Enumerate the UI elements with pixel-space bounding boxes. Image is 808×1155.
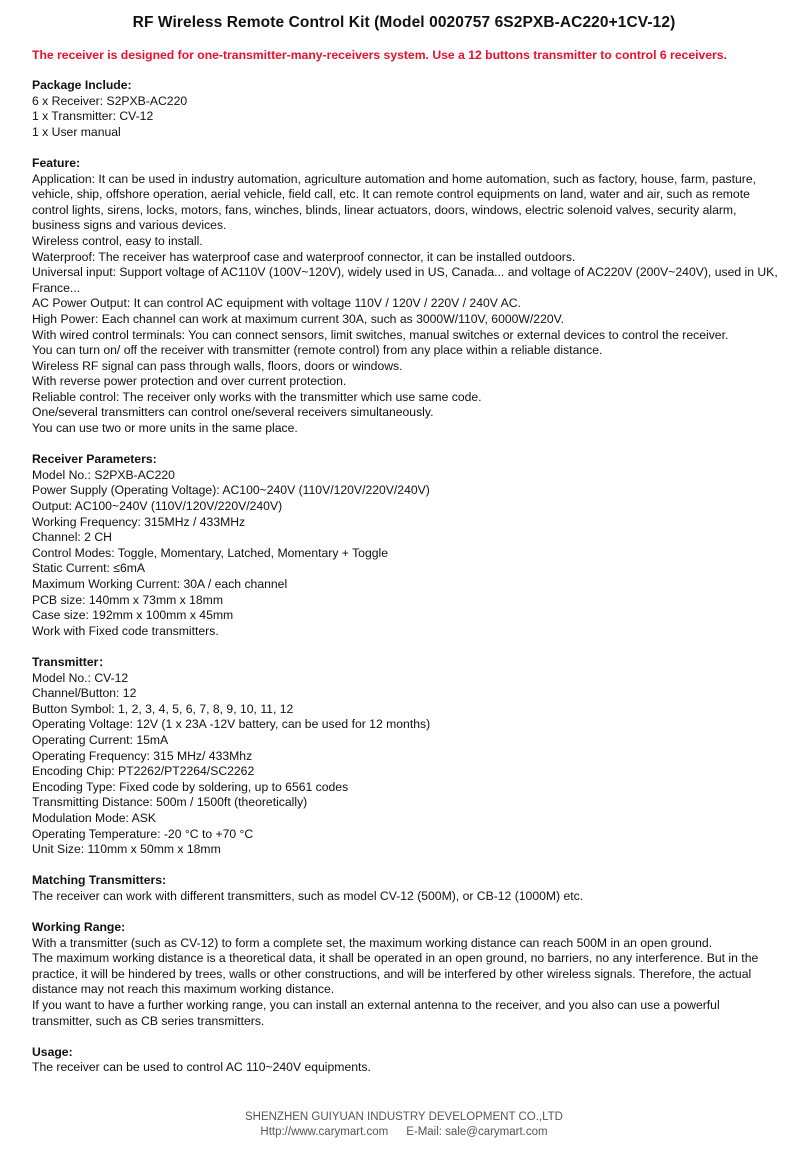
text-line: The receiver can work with different transmitters, such as model CV-12 (500M), or CB-12 (1000M) etc. (32, 888, 584, 903)
footer-contact (0, 1125, 808, 1140)
section-heading: Working Range: (32, 920, 126, 935)
text-line: Operating Frequency: 315 MHz/ 433Mhz (32, 748, 253, 763)
text-line: Button Symbol: 1, 2, 3, 4, 5, 6, 7, 8, 9, 10, 11, 12 (32, 701, 294, 716)
section-package (32, 78, 780, 140)
section-matching-transmitters (32, 873, 780, 904)
text-line: One/several transmitters can control one/several receivers simultaneously. (32, 405, 434, 420)
text-line: Operating Current: 15mA (32, 732, 169, 747)
section-receiver-parameters (32, 452, 780, 639)
section-heading: Transmitter： (32, 654, 111, 669)
text-line: Modulation Mode: ASK (32, 810, 156, 825)
text-line: Work with Fixed code transmitters. (32, 623, 219, 638)
text-line: Maximum Working Current: 30A / each channel (32, 577, 288, 591)
text-line: Encoding Type: Fixed code by soldering, up to 6561 codes (32, 779, 349, 794)
text-line: 1 x Transmitter: CV-12 (32, 109, 154, 124)
text-line: The maximum working distance is a theoretical data, it shall be operated in an open ground, no barriers, no any interference. But in the practice, it will be hindered by trees, walls or other constructions, and will be interfered by other wireless signals. Therefore, the actual distance may not reach this maximum working distance. (32, 951, 759, 997)
text-line: Operating Voltage: 12V (1 x 23A -12V battery, can be used for 12 months) (32, 717, 431, 732)
text-line: If you want to have a further working range, you can install an external antenna to the receiver, and you also can use a powerful transmitter, such as CB series transmitters. (32, 998, 720, 1028)
text-line: PCB size: 140mm x 73mm x 18mm (32, 592, 223, 607)
text-line: Transmitting Distance: 500m / 1500ft (theoretically) (32, 795, 308, 810)
text-line: Channel: 2 CH (32, 530, 112, 545)
section-heading: Receiver Parameters: (32, 452, 157, 467)
section-transmitter (32, 655, 780, 858)
text-line: Model No.: CV-12 (32, 670, 129, 685)
text-line: Encoding Chip: PT2262/PT2264/SC2262 (32, 764, 255, 779)
text-line: With wired control terminals: You can connect sensors, limit switches, manual switches or external devices to control the receiver. (32, 327, 729, 342)
notice-text: The receiver is designed for one-transmitter-many-receivers system. Use a 12 buttons transmitter to control 6 receivers. (32, 48, 727, 62)
text-line: Operating Temperature: -20 °C to +70 °C (32, 826, 254, 841)
text-line: Case size: 192mm x 100mm x 45mm (32, 608, 234, 623)
page-footer (0, 1110, 808, 1140)
document-body (32, 78, 780, 1092)
text-line: Application: It can be used in industry automation, agriculture automation and home automation, such as factory, house, farm, pasture, vehicle, ship, offshore operation, aerial vehicle, field call, etc. It can remote control equipments on land, water and air, such as remote control lights, sirens, locks, motors, fans, winches, blinds, linear actuators, doors, windows, electric solenoid valves, security alarm, business signs and various devices. (32, 171, 756, 233)
text-line: Wireless RF signal can pass through walls, floors, doors or windows. (32, 358, 403, 373)
text-line: With a transmitter (such as CV-12) to form a complete set, the maximum working distance can reach 500M in an open ground. (32, 935, 713, 950)
text-line: Channel/Button: 12 (32, 686, 137, 701)
section-feature (32, 156, 780, 437)
section-heading: Package Include: (32, 78, 132, 92)
text-line: Reliable control: The receiver only works with the transmitter which use same code. (32, 389, 482, 404)
text-line: You can turn on/ off the receiver with transmitter (remote control) from any place within a reliable distance. (32, 343, 603, 358)
footer-company: SHENZHEN GUIYUAN INDUSTRY DEVELOPMENT CO.,LTD (244, 1111, 563, 1123)
text-line: Wireless control, easy to install. (32, 233, 203, 248)
text-line: Control Modes: Toggle, Momentary, Latched, Momentary + Toggle (32, 545, 388, 560)
text-line: Output: AC100~240V (110V/120V/220V/240V) (32, 499, 283, 514)
document-title: RF Wireless Remote Control Kit (Model 0020757 6S2PXB-AC220+1CV-12) (132, 14, 676, 31)
text-line: Model No.: S2PXB-AC220 (32, 467, 175, 482)
text-line: Working Frequency: 315MHz / 433MHz (32, 514, 246, 529)
text-line: AC Power Output: It can control AC equipment with voltage 110V / 120V / 220V / 240V AC. (32, 296, 521, 311)
text-line: 6 x Receiver: S2PXB-AC220 (32, 93, 188, 108)
footer-website-link[interactable]: Http://www.carymart.com (260, 1126, 389, 1138)
text-line: 1 x User manual (32, 124, 121, 139)
text-line: Power Supply (Operating Voltage): AC100~240V (110V/120V/220V/240V) (32, 483, 430, 498)
text-line: With reverse power protection and over current protection. (32, 374, 347, 389)
section-usage (32, 1045, 780, 1076)
section-heading: Usage: (32, 1044, 73, 1059)
text-line: The receiver can be used to control AC 110~240V equipments. (32, 1060, 371, 1075)
text-line: You can use two or more units in the same place. (32, 421, 298, 436)
section-heading: Matching Transmitters: (32, 873, 167, 888)
text-line: Universal input: Support voltage of AC110V (100V~120V), widely used in US, Canada... and voltage of AC220V (200V~240V), used in UK, France... (32, 265, 778, 295)
footer-email-link[interactable]: E-Mail: sale@carymart.com (406, 1126, 548, 1138)
text-line: Waterproof: The receiver has waterproof case and waterproof connector, it can be installed outdoors. (32, 249, 576, 264)
text-line: High Power: Each channel can work at maximum current 30A, such as 3000W/110V, 6000W/220V. (32, 311, 565, 326)
section-working-range (32, 920, 780, 1029)
text-line: Static Current: ≤6mA (32, 561, 146, 576)
section-heading: Feature: (32, 155, 81, 170)
text-line: Unit Size: 110mm x 50mm x 18mm (32, 842, 221, 857)
